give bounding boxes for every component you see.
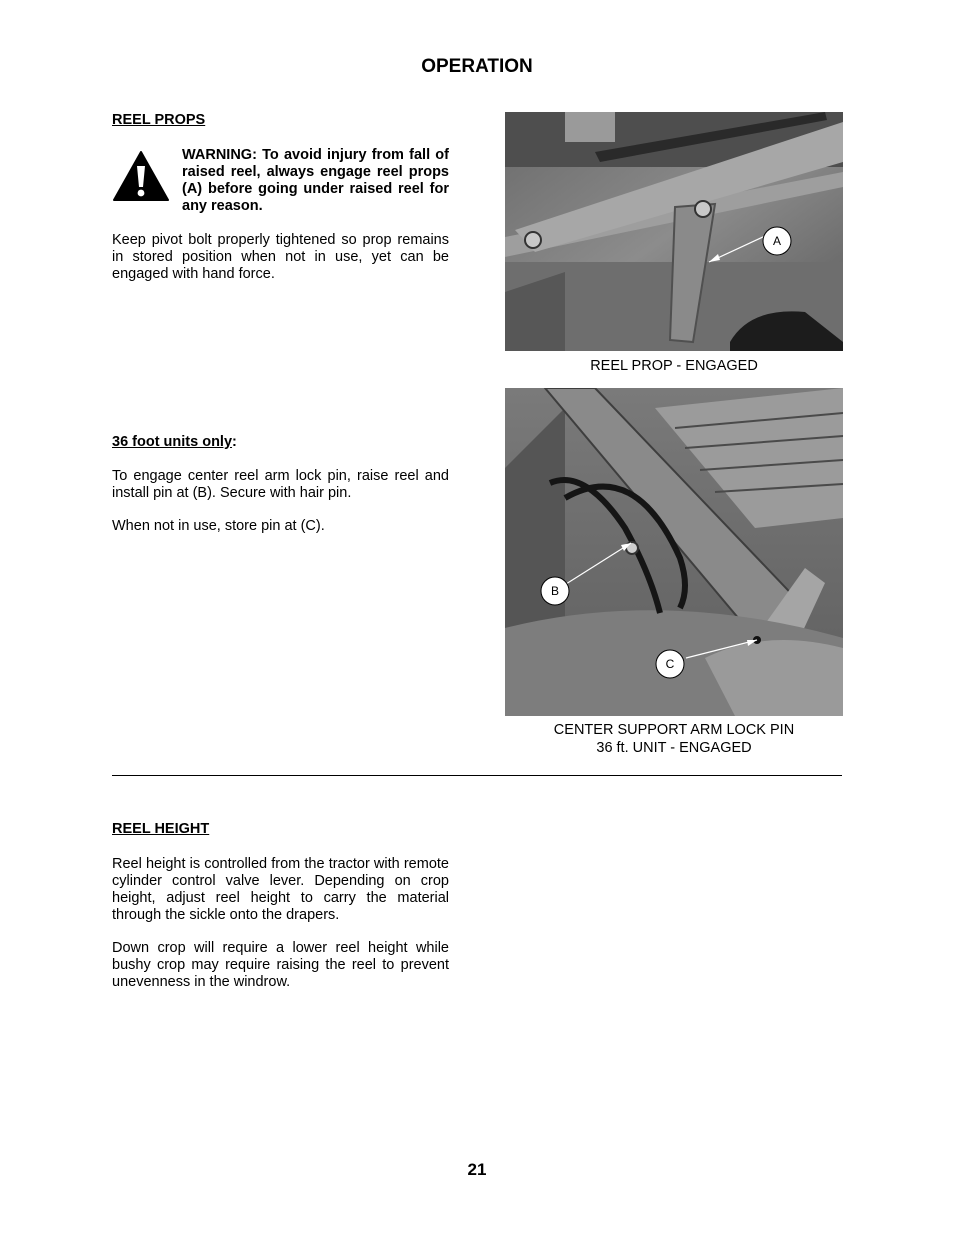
section-divider — [112, 775, 842, 776]
warning-text: WARNING: To avoid injury from fall of raised reel, always engage reel props (A) before going under raised reel for any reason. — [182, 147, 449, 214]
units-36ft-body-2: When not in use, store pin at (C). — [112, 518, 325, 534]
lock-pin-photo — [505, 388, 843, 716]
figure-a-caption: REEL PROP - ENGAGED — [590, 358, 758, 374]
callout-b-label: B — [550, 584, 560, 598]
units-36ft-body-1: To engage center reel arm lock pin, raise reel and install pin at (B). Secure with hair pin. — [112, 468, 449, 501]
units-36ft-heading-suffix: : — [232, 434, 237, 450]
callout-c-label: C — [665, 657, 675, 671]
figure-b-caption-line-2: 36 ft. UNIT - ENGAGED — [596, 740, 752, 756]
warning-icon — [112, 150, 170, 202]
units-36ft-heading — [112, 434, 237, 450]
units-36ft-heading-text: 36 foot units only — [112, 434, 233, 450]
reel-props-body: Keep pivot bolt properly tightened so prop remains in stored position when not in use, yet can be engaged with hand force. — [112, 232, 449, 282]
reel-height-heading: REEL HEIGHT — [112, 821, 210, 837]
figure-b-caption — [505, 721, 843, 757]
reel-height-body-1: Reel height is controlled from the tractor with remote cylinder control valve lever. Depending on crop height, adjust reel height to carry the material through the sickle onto the drapers. — [112, 856, 449, 923]
callout-a-label: A — [772, 234, 782, 248]
figure-b-caption-line-1: CENTER SUPPORT ARM LOCK PIN — [553, 722, 795, 738]
page-number: 21 — [467, 1160, 487, 1179]
page-title: OPERATION — [421, 56, 533, 77]
reel-height-body-2: Down crop will require a lower reel height while bushy crop may require raising the reel to prevent unevenness in the windrow. — [112, 940, 449, 990]
reel-prop-photo — [505, 112, 843, 351]
reel-props-heading: REEL PROPS — [112, 112, 206, 128]
